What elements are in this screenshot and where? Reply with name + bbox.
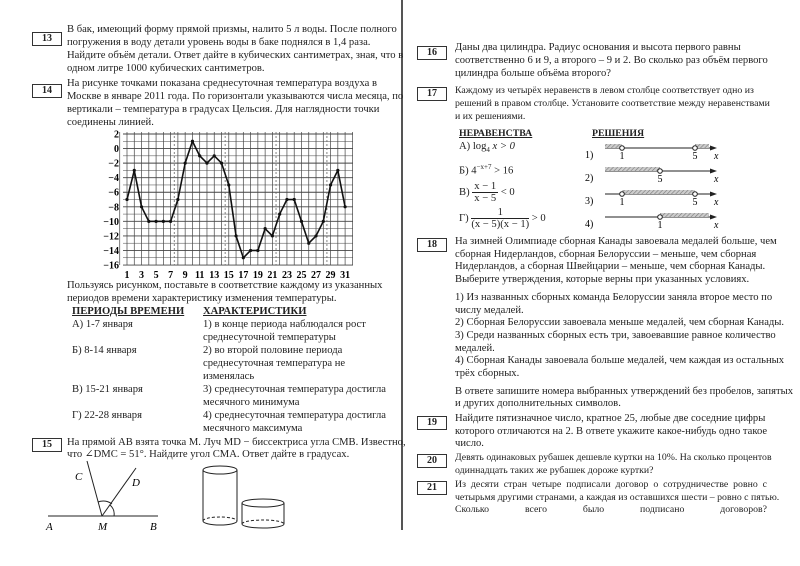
period-a: А) 1-7 января xyxy=(72,319,133,330)
y-tick-label: −4 xyxy=(108,173,119,185)
text-line: В ответе запишите номера выбранных утверждений без пробелов, запятых xyxy=(455,385,794,397)
data-point xyxy=(133,169,136,172)
x-tick-label: 31 xyxy=(340,270,351,282)
text-line: 1) Из названных сборных команда Белоруссии заняла второе место по xyxy=(455,291,773,303)
series-segment xyxy=(338,170,345,206)
data-point xyxy=(300,220,303,223)
label-m: M xyxy=(98,521,108,533)
series-segment xyxy=(294,200,301,222)
shaded-interval xyxy=(622,190,695,194)
text-line: одиннадцать таких же рубашек дороже куртки? xyxy=(455,464,654,476)
data-point xyxy=(329,183,332,186)
question-14-instructions xyxy=(67,280,382,305)
arrow-icon xyxy=(710,215,717,220)
data-point xyxy=(234,234,237,237)
y-tick-label: −12 xyxy=(103,231,119,243)
text-line: соответственно 6 и 9, а второго – 9 и 2. Во сколько раз объём первого xyxy=(455,55,768,67)
point-label: 5 xyxy=(692,151,698,162)
characteristics-header: ХАРАКТЕРИСТИКИ xyxy=(203,306,307,317)
question-number-19: 19 xyxy=(417,416,447,430)
text-line: трёх сборных. xyxy=(455,368,520,380)
data-point xyxy=(227,183,230,186)
series-segment xyxy=(171,200,178,222)
text-line: вертикали – температура в градусах Цельсия. Для наглядности точки xyxy=(67,104,380,116)
text-line: 4) среднесуточная температура достигла xyxy=(203,410,386,421)
point-label: 1 xyxy=(657,220,663,231)
solution-3 xyxy=(585,190,719,208)
text-line: решений в правом столбце. Установите соответствие между неравенствами xyxy=(455,98,770,110)
characteristic-2 xyxy=(203,345,345,383)
text-line: На прямой AB взята точка M. Луч MD − биссектриса угла CMB. Известно, xyxy=(67,437,406,448)
data-point xyxy=(264,227,267,230)
x-tick-label: 11 xyxy=(194,270,205,282)
series-segment xyxy=(178,163,185,199)
temperature-chart xyxy=(60,126,360,282)
x-tick-label: 17 xyxy=(238,270,249,282)
data-point xyxy=(154,220,157,223)
question-20-text xyxy=(455,452,772,477)
text-line: изменялась xyxy=(203,370,255,382)
data-point xyxy=(184,162,187,165)
series-segment xyxy=(134,170,141,206)
shaded-interval xyxy=(605,167,660,171)
angle-figure xyxy=(48,461,158,516)
data-point xyxy=(242,256,245,259)
question-16-text xyxy=(455,41,768,80)
shaded-interval xyxy=(660,213,709,217)
solution-label: 1) xyxy=(585,150,594,161)
angle-arc-dmb xyxy=(110,505,114,516)
text-line: среднесуточная температура не xyxy=(203,357,346,369)
text-line: месячного максимума xyxy=(203,422,303,434)
text-line: На зимней Олимпиаде сборная Канады завоевала медалей больше, чем xyxy=(455,236,777,247)
question-17-text xyxy=(455,84,770,123)
data-point xyxy=(278,212,281,215)
period-c: В) 15-21 января xyxy=(72,384,143,395)
y-tick-label: −14 xyxy=(103,245,119,257)
question-18-text xyxy=(455,236,793,411)
text-line: Девять одинаковых рубашек дешевле куртки на 10%. На сколько процентов xyxy=(455,452,772,463)
arrow-icon xyxy=(710,192,717,197)
period-d: Г) 22-28 января xyxy=(72,410,142,421)
inequality-c: В) $\frac{x - 1}{x - 5}$ < 0 xyxy=(459,181,515,204)
arrow-icon xyxy=(710,169,717,174)
ray-md xyxy=(102,468,136,516)
label-d: D xyxy=(132,477,140,489)
open-point xyxy=(693,192,698,197)
x-tick-label: 19 xyxy=(252,270,263,282)
x-tick-label: 27 xyxy=(311,270,322,282)
text-line: периодов времени характеристику изменения температуры. xyxy=(67,292,337,304)
data-point xyxy=(256,249,259,252)
solution-label: 2) xyxy=(585,173,594,184)
text-line: 4) Сборная Канады завоевала больше медалей, чем каждая из остальных xyxy=(455,355,785,367)
text-line: Даны два цилиндра. Радиус основания и высота первого равны xyxy=(455,42,741,53)
series-segment xyxy=(236,236,243,258)
y-tick-label: −6 xyxy=(108,187,119,199)
point-label: 5 xyxy=(657,174,663,185)
x-tick-label: 15 xyxy=(223,270,234,282)
text-line: 2) Сборная Белоруссии завоевала меньше медалей, чем сборная Канады. xyxy=(455,317,785,329)
data-point xyxy=(191,140,194,143)
solution-1 xyxy=(585,144,719,162)
text-line: Найдите объём детали. Ответ дайте в кубических сантиметрах, зная, что в xyxy=(67,50,404,62)
data-point xyxy=(322,220,325,223)
x-tick-label: 3 xyxy=(139,270,145,282)
y-tick-label: 0 xyxy=(114,144,119,156)
text-line: Каждому из четырёх неравенств в левом столбце соответствует одно из xyxy=(455,85,754,96)
solution-label: 3) xyxy=(585,196,594,207)
point-label: 1 xyxy=(619,197,625,208)
text-line: Пользуясь рисунком, поставьте в соответствие каждому из указанных xyxy=(67,280,383,291)
question-21-text xyxy=(455,479,780,517)
x-tick-label: 5 xyxy=(153,270,159,282)
short-cylinder xyxy=(242,499,284,528)
question-number-18: 18 xyxy=(417,238,447,252)
open-point xyxy=(693,146,698,151)
x-tick-label: 29 xyxy=(325,270,336,282)
axis-label: x xyxy=(714,151,719,162)
data-point xyxy=(307,242,310,245)
question-14-text xyxy=(67,77,403,129)
text-line: число. xyxy=(455,438,484,450)
inequality-d: Г) $\frac{1}{(x - 5)(x - 1)}$ > 0 xyxy=(459,207,546,230)
x-tick-label: 21 xyxy=(267,270,278,282)
x-tick-label: 1 xyxy=(124,270,130,282)
data-point xyxy=(169,220,172,223)
ray-mc xyxy=(87,461,102,516)
text-line: числу медалей. xyxy=(455,304,524,316)
label-a: A xyxy=(46,521,53,533)
text-line: Выберите утверждения, которые верны при указанных условиях. xyxy=(455,274,750,286)
question-13-text xyxy=(67,23,403,75)
question-15-figures xyxy=(40,458,300,538)
text-line: На рисунке точками показана среднесуточная температура воздуха в xyxy=(67,78,378,89)
text-line: Найдите пятизначное число, кратное 25, любые две соседние цифры xyxy=(455,413,766,424)
series-segment xyxy=(323,185,330,221)
question-number-13: 13 xyxy=(32,32,62,46)
question-19-text xyxy=(455,413,767,451)
tall-cylinder xyxy=(203,466,237,525)
question-number-16: 16 xyxy=(417,46,447,60)
data-point xyxy=(285,198,288,201)
data-point xyxy=(213,154,216,157)
text-line: 3) Среди названных сборных есть три, завоевавшие равное количество xyxy=(455,329,776,341)
open-point xyxy=(620,146,625,151)
text-line: цилиндра больше объёма второго? xyxy=(455,68,611,80)
x-tick-label: 9 xyxy=(182,270,188,282)
question-number-14: 14 xyxy=(32,84,62,98)
data-point xyxy=(293,198,296,201)
periods-header: ПЕРИОДЫ ВРЕМЕНИ xyxy=(72,306,185,317)
data-point xyxy=(336,169,339,172)
text-line: Сколько всего было подписано договоров? xyxy=(455,504,767,516)
question-number-21: 21 xyxy=(417,481,447,495)
solutions-header: РЕШЕНИЯ xyxy=(592,128,645,139)
x-tick-label: 23 xyxy=(281,270,292,282)
point-label: 5 xyxy=(692,197,698,208)
characteristic-3 xyxy=(203,384,386,410)
axis-label: x xyxy=(714,197,719,208)
period-b: Б) 8-14 января xyxy=(72,345,137,356)
question-number-17: 17 xyxy=(417,87,447,101)
text-line: соединены линией. xyxy=(67,117,154,129)
text-line: Москве в январе 2011 года. По горизонтали указываются числа месяца, по xyxy=(67,91,404,103)
characteristic-4 xyxy=(203,410,386,436)
data-point xyxy=(344,205,347,208)
y-tick-label: 2 xyxy=(114,129,119,141)
open-point xyxy=(658,215,663,220)
x-tick-label: 25 xyxy=(296,270,307,282)
text-line: медалей. xyxy=(455,342,495,354)
text-line: которого отличаются на 2. В ответе укажите какое-нибудь одно такое xyxy=(455,425,768,437)
data-point xyxy=(162,220,165,223)
axis-label: x xyxy=(714,220,719,231)
label-c: C xyxy=(75,471,83,483)
text-line: сборная Нидерландов, сборная Белоруссии – меньше, чем сборная xyxy=(455,248,757,260)
point-label: 1 xyxy=(619,151,625,162)
series-segment xyxy=(185,141,192,163)
text-line: и их решениями. xyxy=(455,111,526,123)
text-line: среднесуточной температуры xyxy=(203,331,336,343)
y-tick-label: −10 xyxy=(103,216,119,228)
question-number-15: 15 xyxy=(32,438,62,452)
data-point xyxy=(140,205,143,208)
data-point xyxy=(198,154,201,157)
axis-label: x xyxy=(714,174,719,185)
text-line: погружения в воду детали уровень воды в баке поднялся в 1,4 раза. xyxy=(67,37,371,49)
solutions-number-lines xyxy=(585,140,725,235)
open-point xyxy=(658,169,663,174)
text-line: Нидерландов, а сборная Швейцарии – меньше, чем сборная Канады. xyxy=(455,261,766,273)
x-tick-label: 13 xyxy=(209,270,220,282)
text-line: месячного минимума xyxy=(203,396,300,408)
characteristic-1 xyxy=(203,319,366,345)
data-point xyxy=(249,249,252,252)
text-line: 2) во второй половине периода xyxy=(203,345,343,356)
data-point xyxy=(147,220,150,223)
x-tick-label: 7 xyxy=(168,270,174,282)
inequality-a: А) $\log_4 x > 0$ xyxy=(459,141,515,155)
text-line: что ∠DMC = 51°. Найдите угол CMA. Ответ дайте в градусах. xyxy=(67,449,350,460)
solution-label: 4) xyxy=(585,219,594,230)
data-point xyxy=(271,234,274,237)
text-line: и других дополнительных символов. xyxy=(455,398,621,410)
series-segment xyxy=(258,229,265,251)
y-tick-label: −8 xyxy=(108,202,119,214)
solution-4 xyxy=(585,213,719,231)
text-line: Из десяти стран четыре подписали договор о сотрудничестве ровно с xyxy=(455,479,767,490)
inequalities-header: НЕРАВЕНСТВА xyxy=(459,128,533,139)
text-line: 1) в конце периода наблюдался рост xyxy=(203,319,366,330)
data-point xyxy=(205,162,208,165)
series-segment xyxy=(301,221,308,243)
question-number-20: 20 xyxy=(417,454,447,468)
data-point xyxy=(220,162,223,165)
data-point xyxy=(314,234,317,237)
y-tick-label: −2 xyxy=(108,158,119,170)
inequality-b: Б) $4^{-x+7} > 16$ xyxy=(459,163,514,177)
solution-2 xyxy=(585,167,719,185)
text-line: 3) среднесуточная температура достигла xyxy=(203,384,386,395)
text-line: одном литре 1000 кубических сантиметров. xyxy=(67,63,265,75)
data-point xyxy=(125,198,128,201)
arrow-icon xyxy=(710,146,717,151)
y-tick-label: −16 xyxy=(103,260,119,272)
text-line: В бак, имеющий форму прямой призмы, налито 5 л воды. После полного xyxy=(67,24,397,35)
angle-arc-cmd xyxy=(98,501,112,504)
data-point xyxy=(176,198,179,201)
open-point xyxy=(620,192,625,197)
label-b: B xyxy=(150,521,157,533)
text-line: четырьмя другими странами, а каждая из оставшихся шести – ровно с пятью. xyxy=(455,491,780,503)
